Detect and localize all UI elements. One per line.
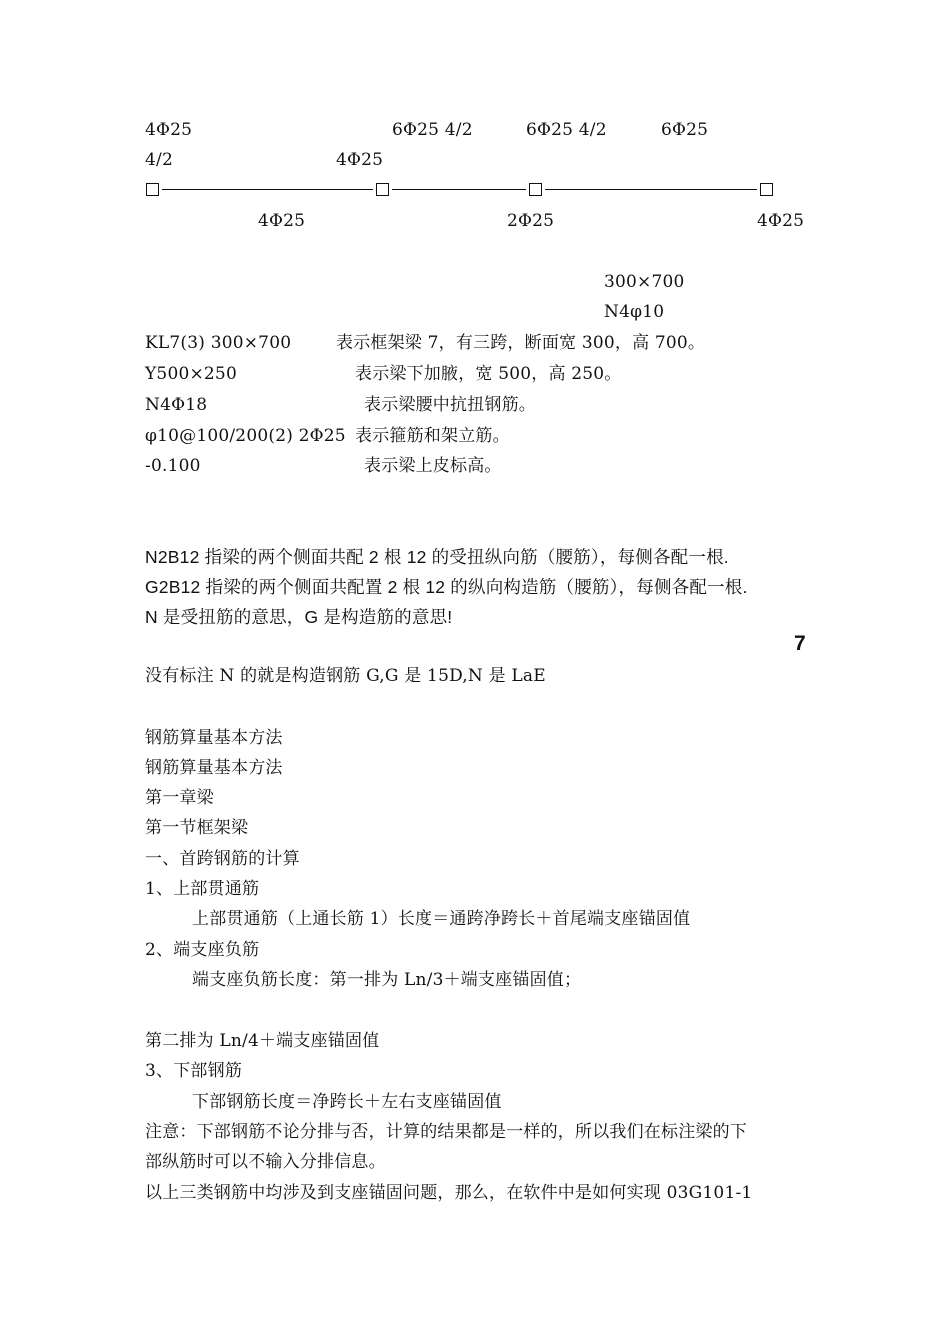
- legend-code: -0.100: [145, 456, 201, 476]
- chapter-heading: 第一章梁: [145, 788, 214, 808]
- body-line: 端支座负筋长度：第一排为 Ln/3＋端支座锚固值；: [192, 970, 582, 990]
- legend-desc: 表示梁腰中抗扭钢筋。: [364, 395, 536, 415]
- item-heading: 2、端支座负筋: [145, 940, 260, 960]
- section-heading: 钢筋算量基本方法: [145, 758, 283, 778]
- legend-desc: 表示梁下加腋，宽 500，高 250。: [355, 364, 622, 384]
- support-box-1: [146, 183, 159, 196]
- second-mid-rebar: 4Φ25: [336, 150, 384, 170]
- section-torsion-rebar: N4φ10: [604, 302, 665, 322]
- section-heading: 钢筋算量基本方法: [145, 728, 283, 748]
- bottom-rebar-1: 4Φ25: [258, 211, 306, 231]
- item-heading: 1、上部贯通筋: [145, 879, 260, 899]
- beam-span-1: [162, 189, 373, 190]
- top-right-rebar: 6Φ25: [661, 120, 709, 140]
- support-box-2: [376, 183, 389, 196]
- legend-desc: 表示梁上皮标高。: [364, 456, 502, 476]
- body-line: 没有标注 N 的就是构造钢筋 G,G 是 15D,N 是 LaE: [145, 666, 546, 686]
- legend-code: Y500×250: [145, 364, 237, 384]
- bottom-rebar-3: 4Φ25: [757, 211, 805, 231]
- legend-code: KL7(3) 300×700: [145, 333, 292, 353]
- top-mid-rebar-2: 6Φ25 4/2: [526, 120, 607, 140]
- beam-span-2: [392, 189, 526, 190]
- body-line: 以上三类钢筋中均涉及到支座锚固问题，那么，在软件中是如何实现 03G101-1: [145, 1183, 753, 1203]
- note-n2b12: N2B12 指梁的两个侧面共配 2 根 12 的受扭纵向筋（腰筋），每侧各配一根.: [145, 547, 729, 567]
- legend-code: N4Φ18: [145, 395, 208, 415]
- legend-desc: 表示箍筋和架立筋。: [355, 426, 510, 446]
- subsection-heading: 第一节框架梁: [145, 818, 249, 838]
- support-box-3: [529, 183, 542, 196]
- body-line: 第二排为 Ln/4＋端支座锚固值: [145, 1031, 380, 1051]
- beam-span-3: [545, 189, 757, 190]
- page-number: 7: [794, 632, 806, 655]
- body-line: 上部贯通筋（上通长筋 1）长度＝通跨净跨长＋首尾端支座锚固值: [192, 909, 691, 929]
- top-left-rebar: 4Φ25: [145, 120, 193, 140]
- body-line: 部纵筋时可以不输入分排信息。: [145, 1152, 386, 1172]
- body-line: 下部钢筋长度＝净跨长＋左右支座锚固值: [192, 1092, 502, 1112]
- second-left-rebar: 4/2: [145, 150, 173, 170]
- item-heading: 3、下部钢筋: [145, 1061, 243, 1081]
- bottom-rebar-2: 2Φ25: [507, 211, 555, 231]
- legend-code: φ10@100/200(2) 2Φ25: [145, 426, 346, 446]
- top-mid-rebar-1: 6Φ25 4/2: [392, 120, 473, 140]
- note-g2b12: G2B12 指梁的两个侧面共配置 2 根 12 的纵向构造筋（腰筋），每侧各配一根.: [145, 577, 748, 597]
- section-size: 300×700: [604, 272, 685, 292]
- note-n-g: N 是受扭筋的意思，G 是构造筋的意思!: [145, 607, 453, 627]
- support-box-4: [760, 183, 773, 196]
- item-heading: 一、首跨钢筋的计算: [145, 849, 300, 869]
- legend-desc: 表示框架梁 7，有三跨，断面宽 300，高 700。: [336, 333, 706, 353]
- body-line: 注意：下部钢筋不论分排与否，计算的结果都是一样的，所以我们在标注梁的下: [145, 1122, 747, 1142]
